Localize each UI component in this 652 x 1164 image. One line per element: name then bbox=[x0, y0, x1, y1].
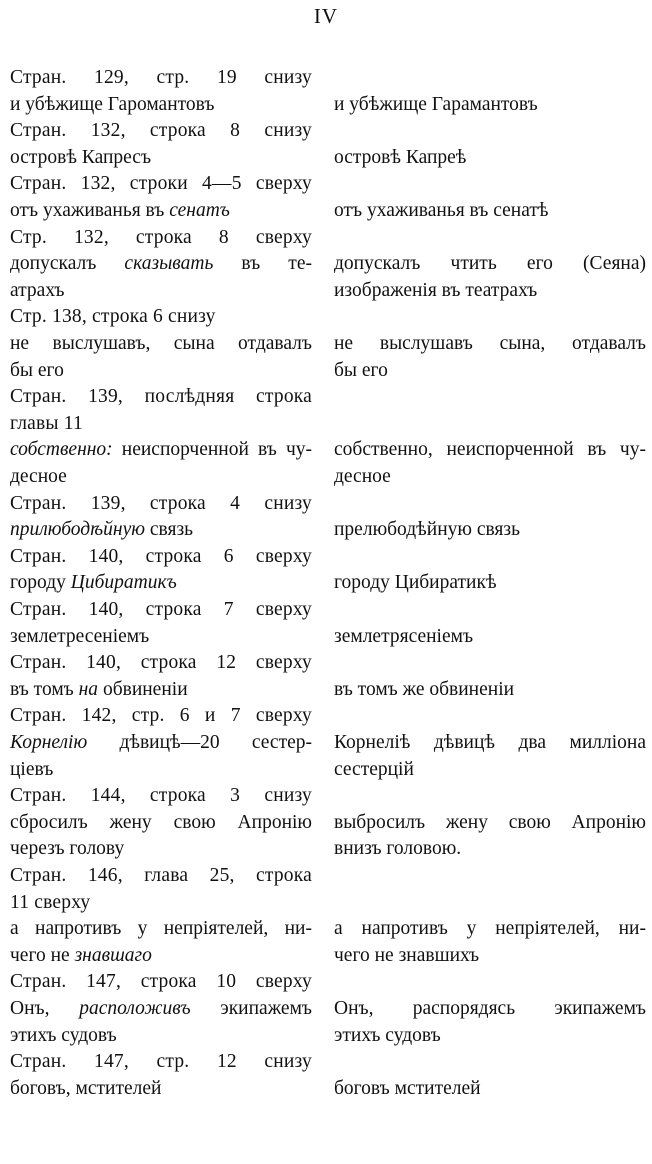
errata-error-text bbox=[10, 917, 312, 941]
errata-correction-text: изображенія въ театрахъ bbox=[334, 279, 538, 301]
errata-reference: Стран. 142, стр. 6 и 7 сверху bbox=[10, 705, 312, 727]
errata-correction-text: Онъ, распорядясь экипажемъ bbox=[334, 998, 646, 1019]
errata-reference: Стр. 132, строка 8 сверху bbox=[10, 226, 312, 248]
text-segment: и убѣжище Гаромантовъ bbox=[10, 93, 215, 115]
errata-correction-text: сестерцій bbox=[334, 758, 414, 780]
errata-reference: Стран. 129, стр. 19 снизу bbox=[10, 67, 312, 88]
errata-error-text bbox=[10, 571, 312, 595]
errata-error-text bbox=[10, 93, 312, 117]
errata-error-text bbox=[10, 731, 312, 755]
text-segment: экипажемъ bbox=[190, 998, 312, 1019]
errata-correction-text: а напротивъ у непріятелей, ни- bbox=[334, 918, 646, 940]
errata-error-text bbox=[10, 625, 312, 649]
errata-reference: Стран. 132, строки 4—5 сверху bbox=[10, 173, 312, 195]
text-segment: городу bbox=[10, 572, 71, 594]
errata-reference: Стр. 138, строка 6 снизу bbox=[10, 306, 216, 328]
text-segment: ціевъ bbox=[10, 758, 54, 780]
errata-correction-text: городу Цибиратикѣ bbox=[334, 572, 497, 594]
italic-segment: знавшаго bbox=[74, 944, 152, 966]
errata-error-text bbox=[10, 199, 312, 223]
errata-correction-text: внизъ головою. bbox=[334, 838, 462, 860]
errata-reference: Стран. 139, послѣдняя строка bbox=[10, 386, 312, 408]
errata-error-text bbox=[10, 438, 312, 462]
text-segment: въ те- bbox=[213, 253, 312, 275]
errata-correction-text: прелюбодѣйную связь bbox=[334, 519, 520, 541]
errata-correction-text: этихъ судовъ bbox=[334, 1024, 441, 1046]
errata-reference: Стран. 147, строка 10 сверху bbox=[10, 971, 312, 993]
text-segment: островѣ Капресъ bbox=[10, 146, 152, 168]
errata-reference: Стран. 140, строка 6 сверху bbox=[10, 545, 312, 567]
text-segment: отъ ухаживанья въ bbox=[10, 200, 170, 221]
text-segment: бы его bbox=[10, 359, 64, 381]
errata-error-text bbox=[10, 146, 312, 170]
italic-segment: Корнелію bbox=[10, 732, 88, 753]
text-segment: чего не bbox=[10, 944, 75, 966]
text-segment: десное bbox=[10, 466, 67, 487]
errata-correction-text: десное bbox=[334, 466, 391, 487]
errata-correction-text: чего не знавшихъ bbox=[334, 944, 480, 966]
text-segment: а напротивъ у непріятелей, ни- bbox=[10, 918, 312, 940]
text-segment: сбросилъ жену свою Апронію bbox=[10, 811, 312, 833]
errata-error-text bbox=[10, 1024, 312, 1048]
errata-correction-text: не выслушавъ сына, отдавалъ bbox=[334, 333, 646, 354]
errata-reference: Стран. 140, строка 7 сверху bbox=[10, 599, 312, 620]
errata-error-text bbox=[10, 252, 312, 276]
errata-reference: Стран. 147, стр. 12 снизу bbox=[10, 1051, 312, 1073]
errata-error-text bbox=[10, 332, 312, 356]
italic-segment: на bbox=[78, 678, 99, 700]
errata-reference: Стран. 140, строка 12 сверху bbox=[10, 652, 312, 674]
errata-correction-text: Корнеліѣ дѣвицѣ два милліона bbox=[334, 732, 646, 753]
text-segment: въ томъ bbox=[10, 678, 79, 700]
italic-segment: собственно: bbox=[10, 439, 113, 461]
errata-error-text bbox=[10, 811, 312, 835]
errata-reference: Стран. 132, строка 8 снизу bbox=[10, 120, 312, 142]
errata-reference: Стран. 144, строка 3 снизу bbox=[10, 785, 312, 807]
errata-reference: Стран. 146, глава 25, строка bbox=[10, 865, 312, 886]
text-segment: этихъ судовъ bbox=[10, 1024, 117, 1046]
errata-correction-text: въ томъ же обвиненіи bbox=[334, 678, 515, 700]
errata-reference: 11 сверху bbox=[10, 891, 91, 913]
text-segment: боговъ, мстителей bbox=[10, 1077, 162, 1099]
errata-correction-text: допускалъ чтить его (Сеяна) bbox=[334, 253, 646, 275]
page-number: IV bbox=[313, 4, 339, 28]
errata-reference: Стран. 139, строка 4 снизу bbox=[10, 492, 312, 514]
italic-segment: расположивъ bbox=[79, 998, 191, 1019]
italic-segment: прилюбодѣйную bbox=[10, 519, 145, 541]
errata-correction-text: отъ ухаживанья въ сенатѣ bbox=[334, 200, 549, 221]
errata-correction-text: землетрясеніемъ bbox=[334, 625, 474, 647]
text-segment: обвиненіи bbox=[98, 678, 188, 700]
errata-correction-text: бы его bbox=[334, 359, 388, 381]
errata-correction-text: островѣ Капреѣ bbox=[334, 146, 467, 168]
text-segment: неиспорченной въ чу- bbox=[112, 439, 312, 461]
errata-error-text bbox=[10, 1077, 312, 1101]
errata-error-text bbox=[10, 678, 312, 702]
text-segment: землетресеніемъ bbox=[10, 625, 150, 647]
errata-correction-text: выбросилъ жену свою Апронію bbox=[334, 811, 646, 833]
text-segment: черезъ голову bbox=[10, 838, 125, 860]
errata-error-text bbox=[10, 997, 312, 1021]
errata-error-text bbox=[10, 758, 312, 782]
text-segment: атрахъ bbox=[10, 279, 65, 301]
errata-correction-text: боговъ мстителей bbox=[334, 1077, 481, 1099]
text-segment: допускалъ bbox=[10, 253, 125, 275]
text-segment: Онъ, bbox=[10, 998, 80, 1019]
errata-error-text bbox=[10, 837, 312, 861]
text-segment: связь bbox=[145, 519, 194, 541]
errata-reference: главы 11 bbox=[10, 412, 83, 434]
errata-error-text bbox=[10, 279, 312, 303]
italic-segment: Цибиратикъ bbox=[70, 572, 177, 594]
errata-error-text bbox=[10, 359, 312, 383]
errata-correction-text: и убѣжище Гарамантовъ bbox=[334, 93, 538, 115]
text-segment: дѣвицѣ—20 сестер- bbox=[87, 732, 312, 753]
text-segment: не выслушавъ, сына отдавалъ bbox=[10, 333, 312, 354]
italic-segment: сказывать bbox=[124, 253, 214, 275]
errata-error-text bbox=[10, 944, 312, 968]
italic-segment: сенатъ bbox=[169, 200, 230, 221]
errata-error-text bbox=[10, 518, 312, 542]
errata-correction-text: собственно, неиспорченной въ чу- bbox=[334, 439, 646, 461]
errata-error-text bbox=[10, 465, 312, 489]
